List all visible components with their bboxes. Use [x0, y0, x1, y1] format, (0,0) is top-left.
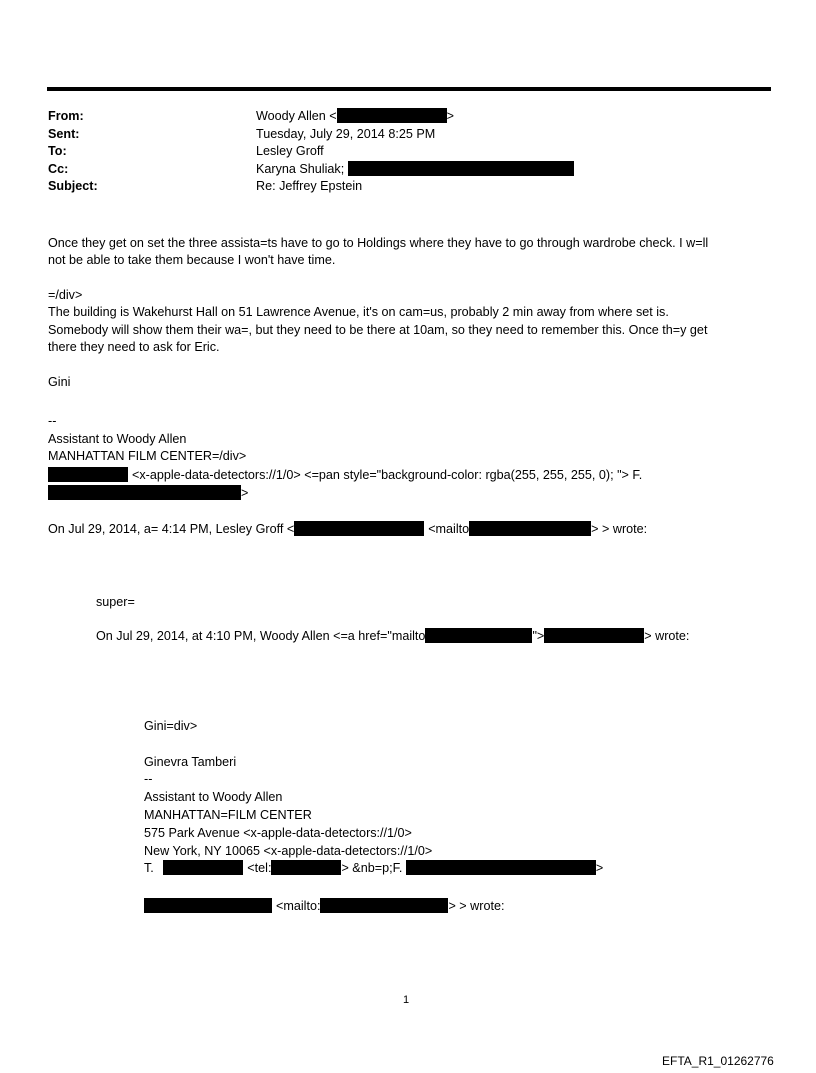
from-label: From:	[48, 109, 84, 123]
body-p2-line1: The building is Wakehurst Hall on 51 Lawrence Avenue, it's on cam=us, probably 2 min away from where set is.	[48, 305, 669, 319]
redaction-bar	[271, 860, 341, 875]
signature-org: MANHATTAN FILM CENTER=/div>	[48, 449, 247, 463]
quote2-address-line1: 575 Park Avenue <x-apple-data-detectors://1/0>	[144, 826, 412, 840]
to-value: Lesley Groff	[256, 144, 324, 158]
quote2-phone-line: T. <tel: > &nb=p;F. >	[144, 861, 604, 875]
quote1-intro: On Jul 29, 2014, a= 4:14 PM, Lesley Groff < <mailto > > wrote:	[48, 522, 648, 536]
cc-label: Cc:	[48, 161, 69, 176]
cc-value: Karyna Shuliak;	[256, 161, 574, 179]
to-label: To:	[48, 144, 67, 158]
quote2-mailto-line: <mailto: > > wrote:	[144, 898, 504, 915]
redaction-bar	[163, 860, 243, 875]
redaction-bar	[48, 485, 241, 500]
quote2-org: MANHATTAN=FILM CENTER	[144, 808, 312, 822]
subject-label: Subject:	[48, 179, 98, 193]
sent-value: Tuesday, July 29, 2014 8:25 PM	[256, 126, 436, 141]
quote2-signoff: Gini=div>	[144, 719, 198, 733]
signature-title: Assistant to Woody Allen	[48, 432, 187, 446]
redaction-bar	[425, 628, 532, 643]
signature-line4: >	[48, 485, 248, 502]
redaction-bar	[337, 108, 447, 123]
signature-line3: <x-apple-data-detectors://1/0> <=pan style="background-color: rgba(255, 255, 255, 0); "> F.	[48, 467, 642, 484]
header-rule	[47, 87, 771, 91]
body-div-close: =/div>	[48, 288, 83, 302]
quote2-title: Assistant to Woody Allen	[144, 790, 283, 804]
redaction-bar	[294, 521, 424, 536]
redaction-bar	[320, 898, 448, 913]
body-p2-line2: Somebody will show them their wa=, but they need to be there at 10am, so they need to remember this. Once th=y get	[48, 323, 708, 337]
body-p1-line2: not be able to take them because I won't have time.	[48, 253, 336, 267]
body-signoff: Gini	[48, 375, 71, 389]
signature-dashes: --	[48, 414, 57, 428]
redaction-bar	[469, 521, 591, 536]
quote2-name: Ginevra Tamberi	[144, 755, 237, 769]
redaction-bar	[406, 860, 596, 875]
quote2-intro: On Jul 29, 2014, at 4:10 PM, Woody Allen <=a href="mailto "> > wrote:	[96, 629, 690, 643]
sent-label: Sent:	[48, 126, 80, 141]
body-p1-line1: Once they get on set the three assista=ts have to go to Holdings where they have to go through wardrobe check. I w=ll	[48, 236, 709, 250]
redaction-bar	[348, 161, 574, 176]
page-number: 1	[403, 994, 410, 1006]
quote2-address-line2: New York, NY 10065 <x-apple-data-detectors://1/0>	[144, 844, 433, 858]
redaction-bar	[48, 467, 128, 482]
from-value: Woody Allen < >	[256, 109, 454, 123]
redaction-bar	[144, 898, 272, 913]
body-p2-line3: there they need to ask for Eric.	[48, 340, 220, 354]
document-id: EFTA_R1_01262776	[662, 1054, 774, 1068]
quote2-dashes: --	[144, 772, 153, 786]
quote1-text: super=	[96, 595, 135, 609]
redaction-bar	[544, 628, 644, 643]
subject-value: Re: Jeffrey Epstein	[256, 179, 363, 193]
